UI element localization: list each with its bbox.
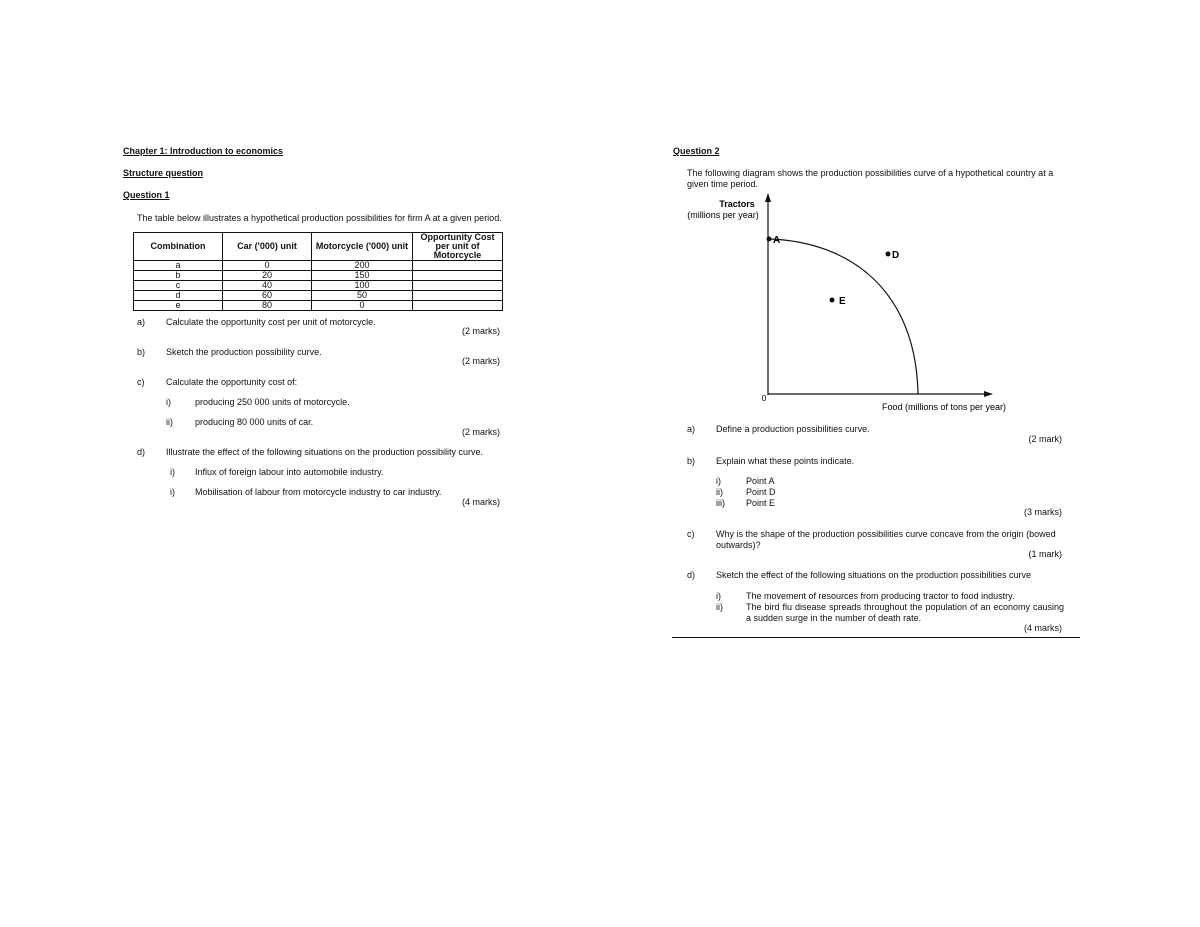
q2b-label: b) [687, 456, 696, 466]
q1d-marks: (4 marks) [462, 497, 500, 507]
table-cell: b [134, 271, 223, 281]
q2c-marks: (1 mark) [1028, 549, 1062, 559]
q1a-marks: (2 marks) [462, 326, 500, 336]
q1c-i-text: producing 250 000 units of motorcycle. [195, 397, 350, 407]
table-cell: e [134, 301, 223, 311]
table-cell: 150 [312, 271, 413, 281]
q1a-text: Calculate the opportunity cost per unit of motorcycle. [166, 317, 376, 327]
q1d-i-label: i) [170, 467, 175, 477]
q1d-label: d) [137, 447, 146, 457]
section-title: Structure question [123, 168, 204, 178]
q1d-i-text: Influx of foreign labour into automobile industry. [195, 467, 384, 477]
table-cell: 200 [312, 261, 413, 271]
q2d-ii-label: ii) [716, 602, 723, 612]
table-header: Motorcycle ('000) unit [312, 233, 413, 261]
q2b-i-text: Point A [746, 476, 775, 486]
q1b-label: b) [137, 347, 146, 357]
table-header: Opportunity Cost per unit of Motorcycle [413, 233, 503, 261]
table-cell [413, 271, 503, 281]
q2c-text: Why is the shape of the production possibilities curve concave from the origin (bowed outwards)? [716, 529, 1056, 550]
q2c-label: c) [687, 529, 695, 539]
q2d-text: Sketch the effect of the following situations on the production possibilities curve [716, 570, 1032, 580]
q2d-i-label: i) [716, 591, 721, 601]
q2d-i-text: The movement of resources from producing tractor to food industry. [746, 591, 1015, 601]
table-cell: c [134, 281, 223, 291]
q1c-label: c) [137, 377, 145, 387]
ppc-diagram [670, 190, 1030, 415]
point-d-marker [886, 252, 891, 257]
table-cell [413, 301, 503, 311]
question-2-heading: Question 2 [673, 146, 720, 156]
table-row [134, 301, 503, 311]
q2a-text: Define a production possibilities curve. [716, 424, 870, 434]
question-1-heading: Question 1 [123, 190, 170, 200]
y-axis-label-2: (millions per year) [687, 210, 759, 220]
q2b-text: Explain what these points indicate. [716, 456, 855, 466]
production-table [133, 232, 503, 311]
q1a-label: a) [137, 317, 146, 327]
q1b-text: Sketch the production possibility curve. [166, 347, 322, 357]
x-axis-arrow-icon [984, 391, 993, 397]
origin-label: 0 [761, 394, 767, 403]
q2b-i-label: i) [716, 476, 721, 486]
table-cell [413, 281, 503, 291]
table-cell: 80 [223, 301, 312, 311]
q1b-marks: (2 marks) [462, 356, 500, 366]
table-cell: d [134, 291, 223, 301]
table-cell: a [134, 261, 223, 271]
point-e-marker [830, 298, 835, 303]
y-axis-arrow-icon [765, 193, 771, 202]
q1c-marks: (2 marks) [462, 427, 500, 437]
point-e-label: E [839, 296, 846, 307]
q2a-label: a) [687, 424, 696, 434]
y-axis-label-1: Tractors [719, 199, 755, 209]
x-axis-label: Food (millions of tons per year) [881, 402, 1007, 412]
page-divider [672, 637, 1080, 638]
table-cell [413, 261, 503, 271]
q2d-label: d) [687, 570, 696, 580]
q1d-ii-label: i) [170, 487, 175, 497]
q1d-text: Illustrate the effect of the following situations on the production possibility curve. [166, 447, 484, 457]
table-cell: 0 [312, 301, 413, 311]
q2b-ii-label: ii) [716, 487, 723, 497]
table-row [134, 281, 503, 291]
table-row [134, 271, 503, 281]
question-2-intro: The following diagram shows the production possibilities curve of a hypothetical country at a given time period. [687, 168, 1054, 189]
table-header: Combination [134, 233, 223, 261]
table-row [134, 261, 503, 271]
table-cell: 20 [223, 271, 312, 281]
table-cell: 40 [223, 281, 312, 291]
point-a-marker [767, 237, 772, 242]
chapter-title: Chapter 1: Introduction to economics [123, 146, 284, 156]
q1c-text: Calculate the opportunity cost of: [166, 377, 298, 387]
q2b-iii-text: Point E [746, 498, 776, 508]
q1d-ii-text: Mobilisation of labour from motorcycle industry to car industry. [195, 487, 442, 497]
table-cell [413, 291, 503, 301]
q2d-ii-text: The bird flu disease spreads throughout the population of an economy causing a sudden surge in the number of death rate. [746, 602, 1064, 623]
q2d-marks: (4 marks) [1024, 623, 1062, 633]
point-a-label: A [773, 235, 781, 246]
q1c-ii-text: producing 80 000 units of car. [195, 417, 314, 427]
q1c-ii-label: ii) [166, 417, 173, 427]
ppc-curve [770, 239, 918, 394]
table-header: Car ('000) unit [223, 233, 312, 261]
question-1-intro: The table below illustrates a hypothetical production possibilities for firm A at a given period. [137, 213, 502, 223]
table-cell: 50 [312, 291, 413, 301]
q2b-ii-text: Point D [746, 487, 776, 497]
q1c-i-label: i) [166, 397, 171, 407]
point-d-label: D [892, 250, 900, 261]
q2b-iii-label: iii) [716, 498, 725, 508]
q2a-marks: (2 mark) [1028, 434, 1062, 444]
table-cell: 0 [223, 261, 312, 271]
q2b-marks: (3 marks) [1024, 507, 1062, 517]
table-cell: 100 [312, 281, 413, 291]
table-cell: 60 [223, 291, 312, 301]
table-row [134, 291, 503, 301]
